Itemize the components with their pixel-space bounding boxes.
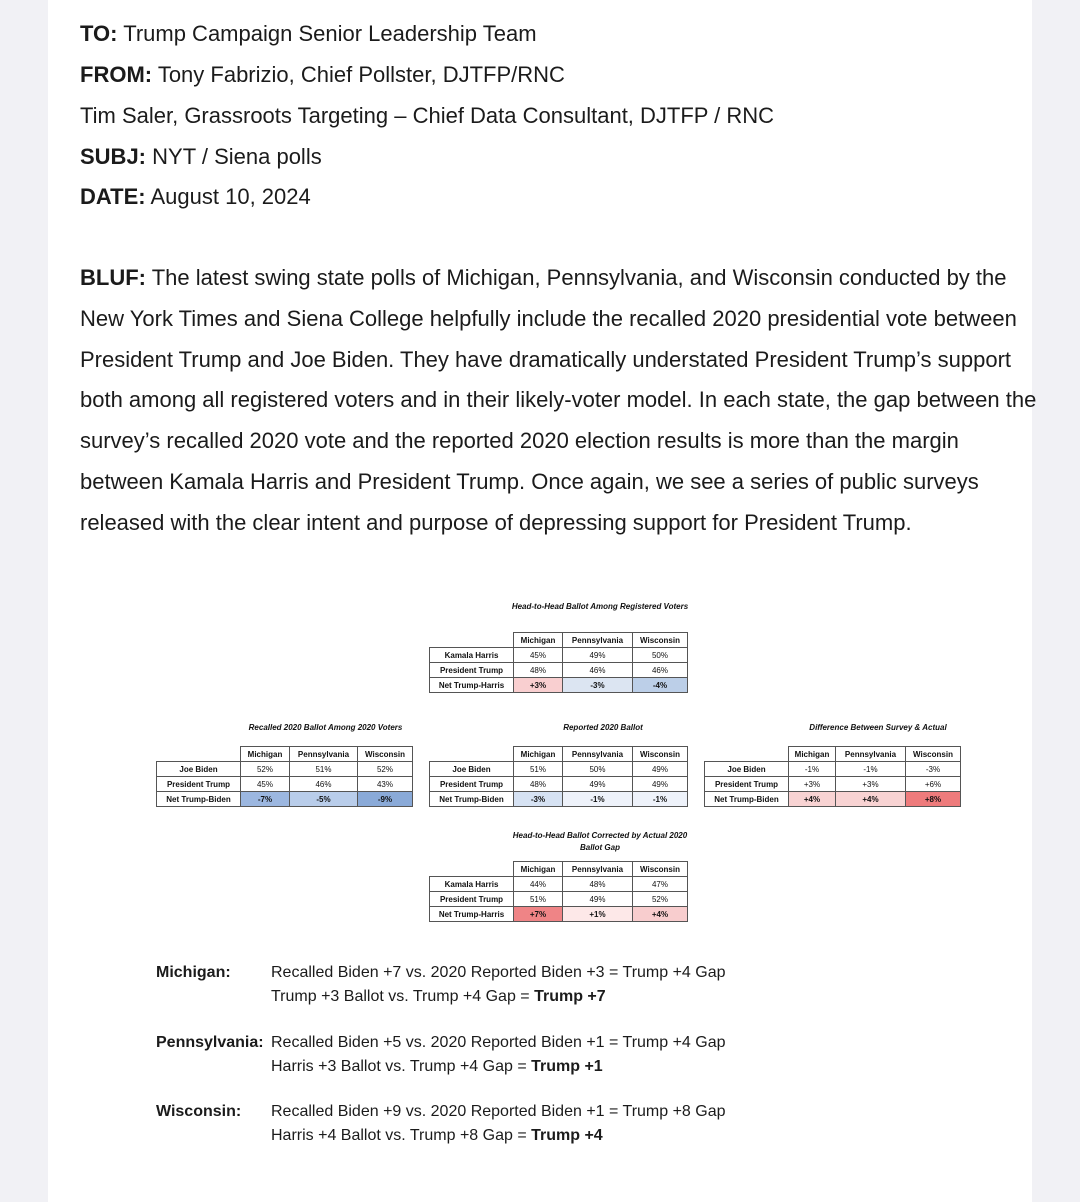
corrected-table	[429, 861, 688, 922]
h2h-table	[429, 632, 688, 693]
table-cell: 50%	[563, 762, 633, 777]
col-header: Wisconsin	[633, 862, 688, 877]
from-value: Tony Fabrizio, Chief Pollster, DJTFP/RNC	[157, 62, 565, 87]
table-cell: 51%	[514, 762, 563, 777]
table-cell: 48%	[514, 777, 563, 792]
table-row	[705, 777, 961, 792]
row-label: Net Trump-Biden	[157, 792, 241, 807]
table-cell: 49%	[563, 648, 633, 663]
table-header-row	[430, 747, 688, 762]
row-label: President Trump	[430, 892, 514, 907]
table-cell: +3%	[836, 777, 906, 792]
row-label: Net Trump-Harris	[430, 678, 514, 693]
row-label: President Trump	[157, 777, 241, 792]
net-cell: +4%	[633, 907, 688, 922]
row-label: President Trump	[430, 663, 514, 678]
bluf-paragraph	[80, 258, 1040, 544]
table-cell: -1%	[836, 762, 906, 777]
from-value-2: Tim Saler, Grassroots Targeting – Chief Data Consultant, DJTFP / RNC	[80, 103, 775, 128]
table-row	[430, 762, 688, 777]
to-line	[80, 20, 537, 48]
net-cell: -9%	[358, 792, 413, 807]
net-cell: -1%	[563, 792, 633, 807]
table-row	[430, 877, 688, 892]
date-label: DATE:	[80, 184, 146, 209]
pennsylvania-line-2-text: Harris +3 Ballot vs. Trump +4 Gap =	[271, 1058, 532, 1075]
net-cell: -4%	[633, 678, 688, 693]
pennsylvania-label: Pennsylvania:	[156, 1034, 264, 1051]
table-cell: 49%	[633, 777, 688, 792]
table-row	[430, 777, 688, 792]
recalled-title: Recalled 2020 Ballot Among 2020 Voters	[248, 723, 403, 732]
memo-page	[48, 0, 1037, 1202]
col-header: Pennsylvania	[563, 862, 633, 877]
net-cell: -1%	[633, 792, 688, 807]
to-value: Trump Campaign Senior Leadership Team	[123, 21, 537, 46]
subj-label: SUBJ:	[80, 144, 147, 169]
col-header: Wisconsin	[633, 747, 688, 762]
bluf-text: The latest swing state polls of Michigan, Pennsylvania, and Wisconsin conducted by the New York Times and Siena College helpfully include the recalled 2020 presidential vote between President Trump and Joe Biden. They have dramatically understated President Trump’s support both among all registered voters and in their likely-voter model. In each state, the gap between the survey’s recalled 2020 vote and the reported 2020 election results is more than the margin between Kamala Harris and President Trump. Once again, we see a series of public surveys released with the clear intent and purpose of depressing support for President Trump.	[80, 265, 1037, 535]
bluf-label: BLUF:	[80, 265, 146, 290]
col-header: Michigan	[241, 747, 290, 762]
table-cell: 49%	[563, 892, 633, 907]
table-cell: +6%	[906, 777, 961, 792]
table-cell: 46%	[290, 777, 358, 792]
col-header: Pennsylvania	[836, 747, 906, 762]
pennsylvania-line-1: Recalled Biden +5 vs. 2020 Reported Biden +1 = Trump +4 Gap	[271, 1034, 726, 1051]
net-cell: +4%	[789, 792, 836, 807]
michigan-line-2	[271, 985, 606, 1009]
row-label: Joe Biden	[705, 762, 789, 777]
net-row	[430, 678, 688, 693]
row-label: Kamala Harris	[430, 877, 514, 892]
h2h-title: Head-to-Head Ballot Among Registered Voters	[511, 602, 689, 611]
col-header: Pennsylvania	[290, 747, 358, 762]
date-value: August 10, 2024	[150, 184, 311, 209]
difference-title: Difference Between Survey & Actual	[809, 723, 947, 732]
from-line-2	[80, 102, 774, 130]
table-cell: 51%	[514, 892, 563, 907]
row-label: President Trump	[705, 777, 789, 792]
col-header: Wisconsin	[358, 747, 413, 762]
michigan-label: Michigan:	[156, 964, 231, 981]
net-cell: -5%	[290, 792, 358, 807]
table-row	[430, 648, 688, 663]
table-row	[430, 663, 688, 678]
from-label: FROM:	[80, 62, 153, 87]
table-header-row	[430, 633, 688, 648]
net-row	[157, 792, 413, 807]
wisconsin-line-2	[271, 1124, 603, 1148]
row-label: Net Trump-Biden	[430, 792, 514, 807]
col-header: Michigan	[514, 862, 563, 877]
table-cell: 47%	[633, 877, 688, 892]
wisconsin-label: Wisconsin:	[156, 1103, 242, 1120]
michigan-line-1: Recalled Biden +7 vs. 2020 Reported Biden +3 = Trump +4 Gap	[271, 964, 726, 981]
net-cell: +1%	[563, 907, 633, 922]
table-cell: 49%	[633, 762, 688, 777]
net-cell: +8%	[906, 792, 961, 807]
col-header: Michigan	[514, 747, 563, 762]
table-cell: +3%	[789, 777, 836, 792]
table-cell: -1%	[789, 762, 836, 777]
col-header: Michigan	[514, 633, 563, 648]
pennsylvania-line-2	[271, 1055, 603, 1079]
difference-table	[704, 746, 961, 807]
subj-line	[80, 143, 322, 171]
table-cell: 43%	[358, 777, 413, 792]
row-label: Net Trump-Harris	[430, 907, 514, 922]
corrected-title: Head-to-Head Ballot Corrected by Actual 2020 Ballot Gap	[512, 831, 688, 852]
table-cell: 48%	[563, 877, 633, 892]
net-row	[705, 792, 961, 807]
to-label: TO:	[80, 21, 118, 46]
row-label: Joe Biden	[157, 762, 241, 777]
table-cell: 45%	[241, 777, 290, 792]
table-header-row	[157, 747, 413, 762]
table-row	[157, 777, 413, 792]
col-header: Michigan	[789, 747, 836, 762]
net-cell: +3%	[514, 678, 563, 693]
col-header: Wisconsin	[633, 633, 688, 648]
table-cell: 51%	[290, 762, 358, 777]
wisconsin-line-2-text: Harris +4 Ballot vs. Trump +8 Gap =	[271, 1127, 532, 1144]
net-row	[430, 792, 688, 807]
col-header: Pennsylvania	[563, 633, 633, 648]
table-row	[705, 762, 961, 777]
table-header-row	[705, 747, 961, 762]
wisconsin-result: Trump +4	[531, 1127, 603, 1144]
reported-title: Reported 2020 Ballot	[563, 723, 643, 732]
net-cell: +4%	[836, 792, 906, 807]
table-cell: 45%	[514, 648, 563, 663]
table-cell: 52%	[241, 762, 290, 777]
row-label: Joe Biden	[430, 762, 514, 777]
table-cell: 44%	[514, 877, 563, 892]
pennsylvania-result: Trump +1	[531, 1058, 603, 1075]
net-row	[430, 907, 688, 922]
col-header: Wisconsin	[906, 747, 961, 762]
row-label: Kamala Harris	[430, 648, 514, 663]
table-cell: 46%	[563, 663, 633, 678]
table-row	[430, 892, 688, 907]
col-header: Pennsylvania	[563, 747, 633, 762]
michigan-result: Trump +7	[534, 988, 606, 1005]
table-header-row	[430, 862, 688, 877]
wisconsin-line-1: Recalled Biden +9 vs. 2020 Reported Biden +1 = Trump +8 Gap	[271, 1103, 726, 1120]
net-cell: +7%	[514, 907, 563, 922]
table-cell: 46%	[633, 663, 688, 678]
table-cell: 49%	[563, 777, 633, 792]
from-line	[80, 61, 565, 89]
michigan-line-2-text: Trump +3 Ballot vs. Trump +4 Gap =	[271, 988, 535, 1005]
table-cell: 52%	[358, 762, 413, 777]
row-label: President Trump	[430, 777, 514, 792]
table-cell: 50%	[633, 648, 688, 663]
net-cell: -3%	[563, 678, 633, 693]
table-row	[157, 762, 413, 777]
reported-table	[429, 746, 688, 807]
table-cell: 52%	[633, 892, 688, 907]
table-cell: -3%	[906, 762, 961, 777]
table-cell: 48%	[514, 663, 563, 678]
date-line	[80, 183, 311, 211]
net-cell: -3%	[514, 792, 563, 807]
net-cell: -7%	[241, 792, 290, 807]
row-label: Net Trump-Biden	[705, 792, 789, 807]
recalled-table	[156, 746, 413, 807]
subj-value: NYT / Siena polls	[152, 144, 322, 169]
